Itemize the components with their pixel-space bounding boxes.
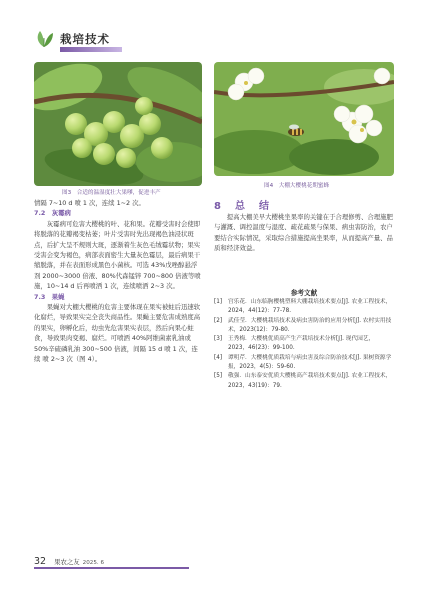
reference-text: 宫乐花．山东临朐樱桃塑料大棚栽培技术要点[J]. 农业工程技术，2024，44(12)：77-78. <box>228 299 392 315</box>
reference-number: [3] <box>214 336 223 343</box>
reference-text: 王秀梅．大樱桃优质高产生产栽培技术分析[J]. 现代园艺，2023，46(23)：99-100. <box>228 336 375 352</box>
subsection-heading-7-3: 7.3 果蝇 <box>34 292 65 301</box>
figure-3-caption: 图3 合适的温湿度壮大果嗲，促进丰产 <box>62 190 161 196</box>
page-number: 32 <box>34 556 47 567</box>
references-list <box>214 298 394 391</box>
figure-4-photo <box>214 62 394 176</box>
paragraph: 提高大棚美早大樱桃坐果率的关键在于合理修剪、合理施肥与灌溉、调控温度与湿度、疏花疏果与保果、病虫害防治，农户要结合实际情况，采取综合措施提高坐果率，从而提高产量、品质和经济效益。 <box>214 213 393 253</box>
reference-text: 敬强．山东泰安优质大樱桃高产栽培技术要点[J]. 农业工程技术，2023，43(19)：79. <box>228 373 392 389</box>
references-title: 参考文献 <box>290 289 318 297</box>
section-title: 栽培技术 <box>60 32 110 46</box>
reference-number: [1] <box>214 299 223 305</box>
paragraph: 果蝇对大棚大樱桃的危害主要体现在果实被蛀后迅速软化腐烂，导致果实完全丧失商品性。果蝇主要危害成熟度高的果实，卵孵化后，幼虫先危害果实表层，然后向果心蛀食，导致果肉变褐、腐烂。可喷洒 40%阿维菌素乳油或 50%辛硫磷乳油 300~500 倍液，间隔 15 d 喷 1 次，连续 喷 2~3 次（图 4）。 <box>34 303 201 364</box>
paragraph: 灰霉病可危害大樱桃的叶、花和果。花瓣受害时会使即将脱落的花瓣褐变枯萎；叶片受害时先出现褐色油浸状斑点，后扩大呈不规则大斑，逐渐着生灰色毛绒霉状物；果实受害会变为褐色，病部表面密生大量灰色霉层，最后病果干缩脱落，并在表面形成黑色小菌核。可选 43%戊唑醇悬浮剂 2000~3000 倍液、80%代森锰锌 700~800 倍液等喷施，10~14 d 后再喷洒 1 次，连续喷洒 2~3 次。 <box>34 219 201 291</box>
footer-accent-bar <box>34 567 189 569</box>
reference-text: 谭明芹．大樱桃优质栽培与病虫害及综合防治技术[J]. 果树资源学报，2023，4(5)：59-60. <box>228 354 392 371</box>
reference-number: [2] <box>214 317 223 324</box>
header-accent-bar <box>60 47 122 52</box>
section-heading-8: 8 总 结 <box>214 201 271 212</box>
reference-item <box>214 335 394 354</box>
figure-3-photo <box>34 62 202 186</box>
journal-name: 果农之友 <box>54 558 80 566</box>
summary-paragraph-block <box>214 212 394 254</box>
journal-issue: 2025. 6 <box>82 560 105 566</box>
reference-item <box>214 317 394 336</box>
page-footer <box>34 556 104 567</box>
reference-number: [5] <box>214 373 223 380</box>
left-column <box>34 198 202 365</box>
paragraph: 情隔 7~10 d 喷 1 次，连续 1~2 次。 <box>34 199 145 207</box>
reference-number: [4] <box>214 354 223 361</box>
reference-item <box>214 354 394 373</box>
figure-4-caption: 图4 大棚大樱桃花期蜜蜂 <box>264 183 330 189</box>
reference-text: 武佳莹．大樱桃栽培技术及病虫害防治的应用分析[J]. 农村实用技术，2023(12)：79-80. <box>228 317 392 333</box>
subsection-heading-7-2: 7.2 灰霉病 <box>34 209 71 218</box>
leaf-icon <box>34 29 54 49</box>
reference-item <box>214 298 394 317</box>
reference-item <box>214 372 394 391</box>
